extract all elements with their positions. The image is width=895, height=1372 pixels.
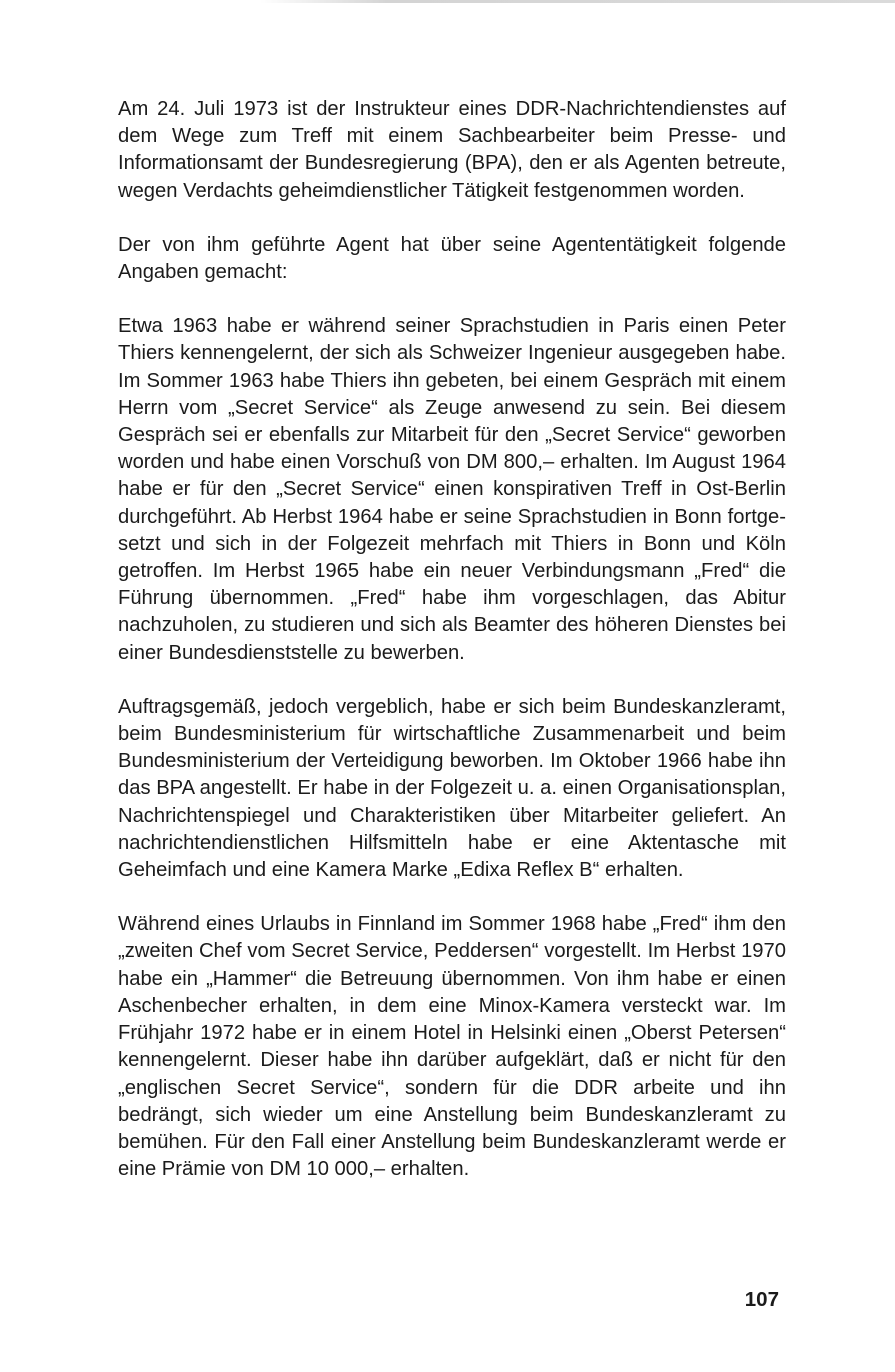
page-number: 107	[744, 1288, 779, 1311]
top-edge-shadow	[260, 0, 895, 3]
paragraph-recruitment: Etwa 1963 habe er während seiner Sprachstudien in Paris einen Peter Thiers kennengelernt, der sich als Schweizer Ingenieur ausgegeben habe. Im Sommer 1963 habe Thiers ihn gebeten, bei einem Gespräch mit einem Herrn vom „Secret Service“ als Zeuge anwesend zu sein. Bei diesem Gespräch sei er ebenfalls zur Mitarbeit für den „Secret Service“ geworben worden und habe einen Vorschuß von DM 800,– erhalten. Im August 1964 habe er für den „Secret Service“ einen konspirativen Treff in Ost-Berlin durchgeführt. Ab Herbst 1964 habe er seine Sprachstudien in Bonn fortgesetzt und sich in der Folgezeit mehrfach mit Thiers in Bonn und Köln getroffen. Im Herbst 1965 habe ein neuer Verbindungsmann „Fred“ die Führung übernommen. „Fred“ habe ihm vorgeschlagen, das Abitur nachzuholen, zu studieren und sich als Beamter des höheren Dienstes bei einer Bundesdienststelle zu bewerben.	[118, 315, 786, 664]
paragraph-arrest: Am 24. Juli 1973 ist der Instrukteur eines DDR-Nachrichtendienstes auf dem Wege zum Treff mit einem Sachbearbeiter beim Presse- und Informationsamt der Bundesregierung (BPA), den er als Agenten betreute, wegen Verdachts geheimdienstlicher Tätigkeit festgenommen worden.	[118, 98, 786, 202]
paragraph-employment: Auftragsgemäß, jedoch vergeblich, habe er sich beim Bundeskanzleramt, beim Bundesministerium für wirtschaftliche Zusammenarbeit und beim Bundesministerium der Verteidigung beworben. Im Oktober 1966 habe ihn das BPA angestellt. Er habe in der Folgezeit u. a. einen Organisationsplan, Nachrichtenspiegel und Charakteristiken über Mitarbeiter geliefert. An nachrichtendienstlichen Hilfsmitteln habe er eine Aktentasche mit Geheimfach und eine Kamera Marke „Edixa Reflex B“ erhalten.	[118, 695, 786, 882]
paragraph-finland-helsinki: Während eines Urlaubs in Finnland im Sommer 1968 habe „Fred“ ihm den „zweiten Chef vom Secret Service, Peddersen“ vorgestellt. Im Herbst 1970 habe ein „Hammer“ die Betreuung übernommen. Von ihm habe er einen Aschenbecher erhalten, in dem eine Minox-Kamera versteckt war. Im Frühjahr 1972 habe er in einem Hotel in Helsinki einen „Oberst Petersen“ kennengelernt. Dieser habe ihn darüber aufgeklärt, daß er nicht für den „englischen Secret Service“, sondern für die DDR arbeite und ihn bedrängt, sich wieder um eine Anstellung beim Bundeskanzleramt zu bemühen. Für den Fall einer Anstellung beim Bundeskanzleramt werde er eine Prämie von DM 10 000,– erhalten.	[118, 913, 786, 1181]
paragraph-agent-statement-intro: Der von ihm geführte Agent hat über seine Agententätigkeit folgende Angaben gemacht:	[118, 233, 786, 284]
page-body	[118, 96, 786, 1183]
